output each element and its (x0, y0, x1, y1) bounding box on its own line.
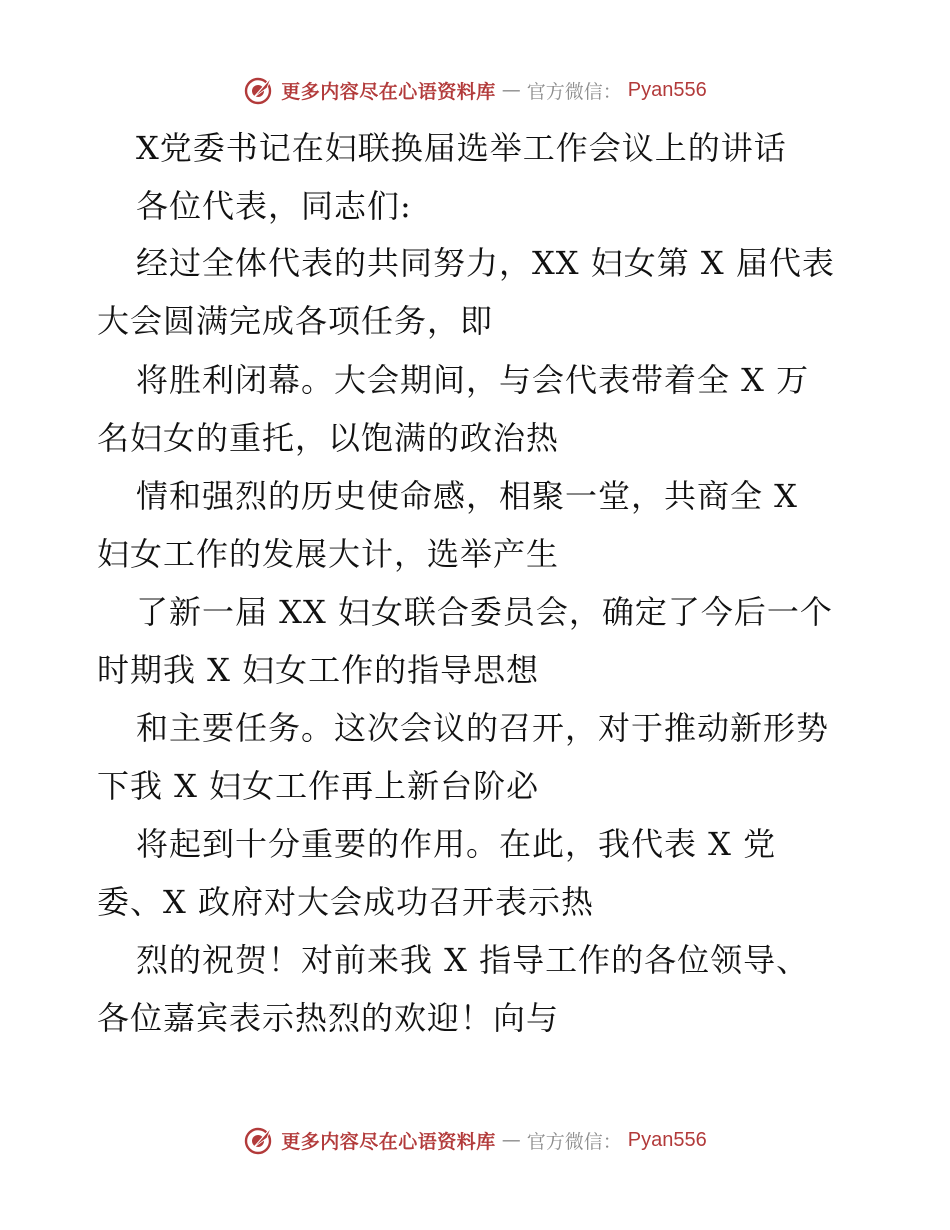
paragraph-line: 各位嘉宾表示热烈的欢迎！向与 (97, 999, 560, 1037)
paragraph-line: 烈的祝贺！对前来我 X 指导工作的各位领导、 (136, 941, 810, 979)
paragraph-line: 了新一届 XX 妇女联合委员会，确定了今后一个 (136, 593, 833, 631)
banner-wechat-label: 官方微信： (526, 80, 622, 103)
header-banner (0, 70, 950, 110)
banner-site-text: 更多内容尽在心语资料库 (281, 1130, 496, 1153)
banner-wechat-label: 官方微信： (526, 1130, 622, 1153)
paragraph-line: 下我 X 妇女工作再上新台阶必 (97, 767, 540, 805)
banner-separator: — (501, 1129, 521, 1151)
salutation: 各位代表，同志们: (136, 187, 412, 225)
paragraph-line: 将胜利闭幕。大会期间，与会代表带着全 X 万 (136, 361, 810, 399)
paragraph-line: 委、X 政府对大会成功召开表示热 (97, 883, 594, 921)
quill-logo-icon (243, 74, 275, 106)
banner-wechat-id: Pyan556 (627, 1128, 707, 1151)
paragraph-line: 将起到十分重要的作用。在此，我代表 X 党 (136, 825, 777, 863)
banner-site-text: 更多内容尽在心语资料库 (281, 80, 496, 103)
paragraph-line: 经过全体代表的共同努力，XX 妇女第 X 届代表 (136, 244, 835, 282)
banner-wechat-id: Pyan556 (627, 78, 707, 101)
paragraph-line: 名妇女的重托，以饱满的政治热 (97, 419, 560, 457)
banner-separator: — (501, 79, 521, 101)
quill-logo-icon (243, 1124, 275, 1156)
paragraph-line: 时期我 X 妇女工作的指导思想 (97, 651, 540, 689)
paragraph-line: 大会圆满完成各项任务，即 (97, 302, 494, 340)
paragraph-line: 情和强烈的历史使命感，相聚一堂，共商全 X (136, 477, 798, 515)
footer-banner (0, 1120, 950, 1160)
paragraph-line: 妇女工作的发展大计，选举产生 (97, 535, 560, 573)
paragraph-line: 和主要任务。这次会议的召开，对于推动新形势 (136, 709, 830, 747)
document-title: X党委书记在妇联换届选举工作会议上的讲话 (136, 129, 787, 167)
